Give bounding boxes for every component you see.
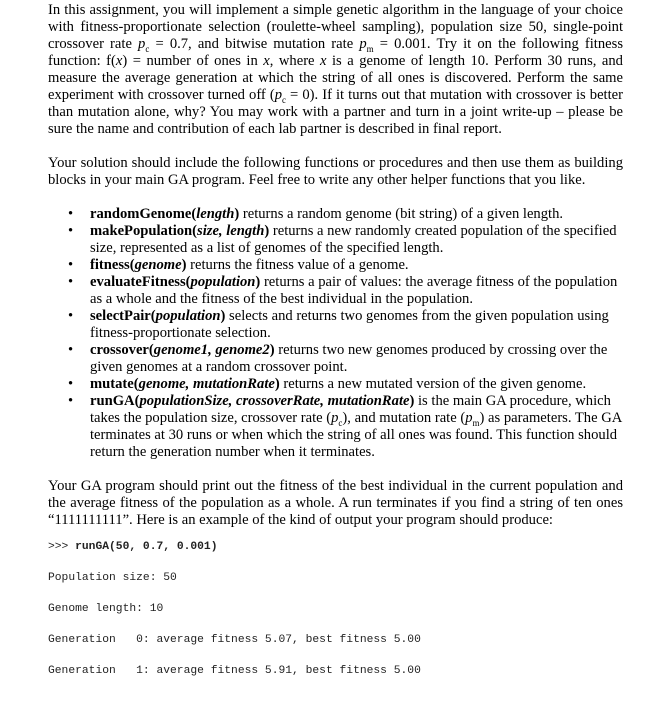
intro-text: ) = number of ones in xyxy=(122,53,264,69)
function-description: returns a random genome (bit string) of a given length. xyxy=(239,206,564,222)
code-line: Generation 0: average fitness 5.07, best fitness 5.00 xyxy=(48,634,421,646)
code-call: runGA(50, 0.7, 0.001) xyxy=(75,541,218,553)
bullet-icon: • xyxy=(68,376,74,392)
function-close: ) xyxy=(234,206,240,222)
bullet-icon: • xyxy=(68,274,74,290)
function-name: runGA( xyxy=(90,393,140,409)
pm-symbol: p xyxy=(465,410,473,426)
function-close: ) xyxy=(255,274,261,290)
function-args: genome, mutationRate xyxy=(138,376,275,392)
intro-text: In this assignment, you will implement a simple genetic algorithm in the language of your choice with fitness-proportionate selection (roulette-wheel sampling), population size 50, single-point crossover rate xyxy=(48,2,623,52)
pc-symbol: p xyxy=(274,87,282,103)
bullet-icon: • xyxy=(68,257,74,273)
function-args: populationSize, crossoverRate, mutationRate xyxy=(139,393,410,409)
function-args: population xyxy=(190,274,256,290)
pm-subscript: m xyxy=(366,43,374,54)
x-variable: x xyxy=(115,53,123,69)
intro-text: = 0). If it turns out that mutation with crossover is better than mutation alone, why? You may work with a partner and turn in a joint write-up – please be sure the name and contribution of each lab partner is described in final report. xyxy=(48,87,623,137)
function-name: fitness( xyxy=(90,257,135,273)
function-close: ) xyxy=(269,342,275,358)
function-name: mutate( xyxy=(90,376,139,392)
output-paragraph: Your GA program should print out the fitness of the best individual in the current population and the average fitness of the population as a whole. A run terminates if you find a string of ten ones “1111111111”. Here is an example of the kind of output your program should produce: xyxy=(48,478,623,528)
function-name: evaluateFitness( xyxy=(90,274,191,290)
function-description: ) as parameters. The GA terminates at 30 runs or when which the string of all ones was found. This function should return the generation number when it terminates. xyxy=(90,410,622,460)
function-close: ) xyxy=(409,393,415,409)
function-list xyxy=(48,206,623,461)
intro-text: , where xyxy=(269,53,321,69)
function-name: randomGenome( xyxy=(90,206,197,222)
bullet-icon: • xyxy=(68,223,74,239)
function-description: returns two new genomes produced by crossing over the given genomes at a random crossover point. xyxy=(90,342,608,375)
function-description: returns a pair of values: the average fitness of the population as a whole and the fitness of the best individual in the population. xyxy=(90,274,618,307)
pc-symbol: p xyxy=(331,410,339,426)
intro-text: = 0.7, and bitwise mutation rate xyxy=(149,36,360,52)
list-item xyxy=(68,257,623,274)
pc-subscript: c xyxy=(338,417,343,428)
function-args: genome xyxy=(134,257,182,273)
solution-paragraph: Your solution should include the following functions or procedures and then use them as building blocks in your main GA program. Feel free to write any other helper functions that you like. xyxy=(48,155,623,188)
code-prompt: >>> xyxy=(48,541,76,553)
x-variable: x xyxy=(263,53,270,69)
pm-symbol: p xyxy=(359,36,367,52)
intro-paragraph xyxy=(48,2,623,138)
function-args: size, length xyxy=(197,223,265,239)
code-line: Genome length: 10 xyxy=(48,603,164,615)
function-name: selectPair( xyxy=(90,308,156,324)
pc-symbol: p xyxy=(138,36,146,52)
bullet-icon: • xyxy=(68,393,74,409)
function-description: returns a new randomly created population of the specified size, represented as a list of genomes of the specified length. xyxy=(90,223,617,256)
function-args: population xyxy=(155,308,221,324)
intro-text: = 0.001. Try it on the following fitness function: f( xyxy=(48,36,623,69)
code-line: Population size: 50 xyxy=(48,572,177,584)
list-item xyxy=(68,223,623,257)
bullet-icon: • xyxy=(68,206,74,222)
list-item xyxy=(68,342,623,376)
function-args: length xyxy=(196,206,235,222)
function-close: ) xyxy=(264,223,270,239)
intro-text: is a genome of length 10. Perform 30 runs, and measure the average generation at which the string of all ones is discovered. Perform the same experiment with crossover turned off ( xyxy=(48,53,623,103)
code-call-line xyxy=(48,540,623,554)
function-description: ), and mutation rate ( xyxy=(342,410,466,426)
function-description: is the main GA procedure, which takes the population size, crossover rate ( xyxy=(90,393,611,426)
function-close: ) xyxy=(181,257,187,273)
pm-subscript: m xyxy=(472,417,480,428)
bullet-icon: • xyxy=(68,342,74,358)
function-close: ) xyxy=(274,376,280,392)
bullet-icon: • xyxy=(68,308,74,324)
function-description: returns a new mutated version of the given genome. xyxy=(279,376,587,392)
list-item xyxy=(68,206,623,223)
list-item xyxy=(68,308,623,342)
function-close: ) xyxy=(220,308,226,324)
function-description: selects and returns two genomes from the given population using fitness-proportionate selection. xyxy=(90,308,609,341)
function-name: crossover( xyxy=(90,342,154,358)
function-args: genome1, genome2 xyxy=(153,342,270,358)
list-item xyxy=(68,274,623,308)
pc-subscript: c xyxy=(145,43,150,54)
example-output xyxy=(48,540,623,678)
code-line: Generation 1: average fitness 5.91, best fitness 5.00 xyxy=(48,665,421,677)
pc-subscript: c xyxy=(282,94,286,105)
list-item xyxy=(68,376,623,393)
function-description: returns the fitness value of a genome. xyxy=(186,257,409,273)
function-name: makePopulation( xyxy=(90,223,198,239)
assignment-document xyxy=(48,2,623,678)
x-variable: x xyxy=(320,53,327,69)
list-item xyxy=(68,393,623,461)
